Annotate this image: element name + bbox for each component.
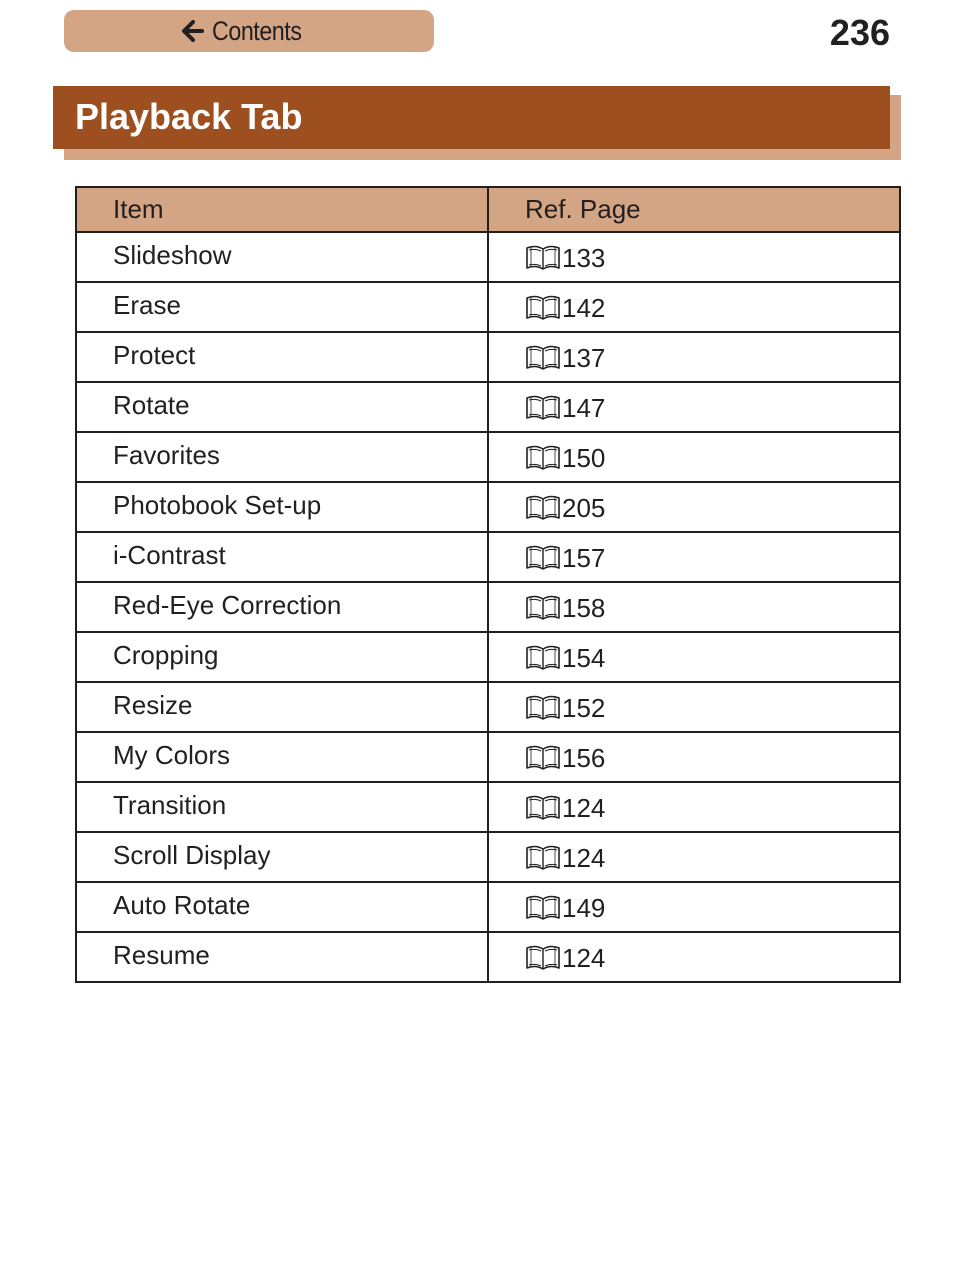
ref-page-number: 205 <box>562 492 606 523</box>
book-icon <box>525 695 561 721</box>
row-item-label: My Colors <box>76 732 488 782</box>
table-row <box>76 532 900 582</box>
table-row <box>76 832 900 882</box>
table-body <box>76 232 900 982</box>
table-row <box>76 882 900 932</box>
row-ref-page[interactable] <box>488 882 900 932</box>
ref-page-number: 124 <box>562 792 606 823</box>
table-row <box>76 732 900 782</box>
row-item-label: i-Contrast <box>76 532 488 582</box>
table-row <box>76 632 900 682</box>
ref-page-number: 158 <box>562 592 606 623</box>
book-icon <box>525 795 561 821</box>
row-item-label: Erase <box>76 282 488 332</box>
ref-page-number: 124 <box>562 942 606 973</box>
table-row <box>76 682 900 732</box>
page-number: 236 <box>829 12 890 53</box>
ref-page-number: 150 <box>562 442 606 473</box>
ref-page-number: 157 <box>562 542 606 573</box>
contents-button-label: Contents <box>211 15 302 46</box>
row-item-label: Red-Eye Correction <box>76 582 488 632</box>
book-icon <box>525 945 561 971</box>
book-icon <box>525 745 561 771</box>
table-row <box>76 432 900 482</box>
book-icon <box>525 845 561 871</box>
ref-page-number: 152 <box>562 692 606 723</box>
header-ref-page: Ref. Page <box>488 187 900 232</box>
reference-table <box>75 186 901 983</box>
row-item-label: Photobook Set-up <box>76 482 488 532</box>
table-row <box>76 332 900 382</box>
row-item-label: Auto Rotate <box>76 882 488 932</box>
book-icon <box>525 645 561 671</box>
book-icon <box>525 445 561 471</box>
table-row <box>76 382 900 432</box>
section-title: Playback Tab <box>53 86 890 149</box>
ref-page-number: 133 <box>562 242 606 273</box>
section-header <box>53 86 901 160</box>
contents-button[interactable] <box>64 10 434 52</box>
book-icon <box>525 245 561 271</box>
book-icon <box>525 895 561 921</box>
row-ref-page[interactable] <box>488 932 900 982</box>
row-ref-page[interactable] <box>488 232 900 282</box>
table-header-row <box>76 187 900 232</box>
row-item-label: Rotate <box>76 382 488 432</box>
ref-page-number: 124 <box>562 842 606 873</box>
table-row <box>76 932 900 982</box>
table-row <box>76 282 900 332</box>
row-ref-page[interactable] <box>488 732 900 782</box>
arrow-left-icon <box>182 20 204 42</box>
table-row <box>76 582 900 632</box>
ref-page-number: 137 <box>562 342 606 373</box>
row-ref-page[interactable] <box>488 432 900 482</box>
ref-page-number: 154 <box>562 642 606 673</box>
book-icon <box>525 495 561 521</box>
row-item-label: Protect <box>76 332 488 382</box>
row-ref-page[interactable] <box>488 632 900 682</box>
row-ref-page[interactable] <box>488 682 900 732</box>
row-ref-page[interactable] <box>488 532 900 582</box>
row-ref-page[interactable] <box>488 832 900 882</box>
ref-page-number: 156 <box>562 742 606 773</box>
row-item-label: Cropping <box>76 632 488 682</box>
row-item-label: Transition <box>76 782 488 832</box>
row-item-label: Resume <box>76 932 488 982</box>
row-ref-page[interactable] <box>488 482 900 532</box>
book-icon <box>525 595 561 621</box>
row-ref-page[interactable] <box>488 782 900 832</box>
table-row <box>76 482 900 532</box>
ref-page-number: 147 <box>562 392 606 423</box>
row-item-label: Favorites <box>76 432 488 482</box>
row-item-label: Slideshow <box>76 232 488 282</box>
header-item: Item <box>76 187 488 232</box>
row-ref-page[interactable] <box>488 282 900 332</box>
row-ref-page[interactable] <box>488 332 900 382</box>
table-row <box>76 232 900 282</box>
table-row <box>76 782 900 832</box>
ref-page-number: 142 <box>562 292 606 323</box>
row-item-label: Resize <box>76 682 488 732</box>
ref-page-number: 149 <box>562 892 606 923</box>
book-icon <box>525 295 561 321</box>
row-ref-page[interactable] <box>488 582 900 632</box>
row-ref-page[interactable] <box>488 382 900 432</box>
book-icon <box>525 345 561 371</box>
book-icon <box>525 545 561 571</box>
row-item-label: Scroll Display <box>76 832 488 882</box>
book-icon <box>525 395 561 421</box>
